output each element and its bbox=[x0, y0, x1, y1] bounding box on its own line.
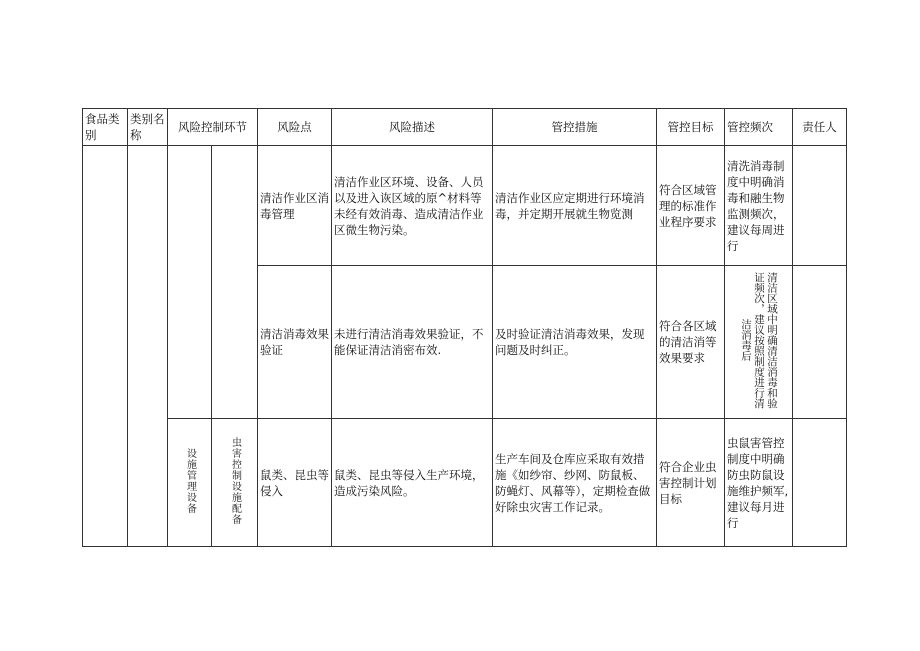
control-frequency-vertical-text: 清洁区域中明确清洁消毒和验证频次，建议按照制度进行清洁消毒后 bbox=[740, 271, 778, 409]
risk-link-cell bbox=[168, 419, 212, 547]
control-frequency-cell: 虫鼠害管控制度中明确防虫防鼠设施维护频军,建议每月进行 bbox=[725, 419, 793, 547]
header-row bbox=[83, 109, 847, 146]
control-frequency-cell: 清洗消毒制度中明确消毒和融生物监测频次，建议每周进行 bbox=[725, 146, 793, 266]
header-risk-point: 风险点 bbox=[258, 109, 332, 146]
header-responsible-person: 责任人 bbox=[793, 109, 847, 146]
responsible-person-cell bbox=[793, 146, 847, 266]
table-row bbox=[83, 419, 847, 547]
control-goal-cell: 符合各区域的清洁消等效果要求 bbox=[657, 266, 725, 419]
header-control-measures: 管控措施 bbox=[493, 109, 657, 146]
responsible-person-cell bbox=[793, 419, 847, 547]
header-control-frequency: 管控频次 bbox=[725, 109, 793, 146]
category-name-cell bbox=[128, 146, 168, 547]
risk-description-cell: 鼠类、昆虫等侵入生产环境，造成污染风险。 bbox=[332, 419, 493, 547]
risk-point-cell: 鼠类、昆虫等侵入 bbox=[258, 419, 332, 547]
risk-link-subcell bbox=[212, 146, 258, 419]
risk-link-cell bbox=[168, 146, 212, 419]
control-measures-cell: 清洁作业区应定期进行环境消毒，并定期开展就生物览测 bbox=[493, 146, 657, 266]
risk-link-vertical-text: 设施管理设备 bbox=[184, 447, 196, 514]
risk-link-subcell bbox=[212, 419, 258, 547]
header-risk-description: 风险描述 bbox=[332, 109, 493, 146]
header-food-category: 食品类别 bbox=[83, 109, 128, 146]
food-category-cell bbox=[83, 146, 128, 547]
responsible-person-cell bbox=[793, 266, 847, 419]
table-row bbox=[83, 146, 847, 266]
header-control-goal: 管控目标 bbox=[657, 109, 725, 146]
control-frequency-cell bbox=[725, 266, 793, 419]
control-measures-cell: 生产车间及仓库应采取有效措施《如纱帘、纱网、防鼠板、防蝇灯、风幕等），定期检查做好除虫灾害工作记录。 bbox=[493, 419, 657, 547]
risk-point-cell: 清洁消毒效果验证 bbox=[258, 266, 332, 419]
risk-description-cell: 未进行清洁消毒效果验证，不能保证清洁消密布效. bbox=[332, 266, 493, 419]
control-goal-cell: 符合区域管理的标准作业程序要求 bbox=[657, 146, 725, 266]
control-measures-cell: 及时验证清洁消毒效果，发现问题及时纠正。 bbox=[493, 266, 657, 419]
risk-control-table bbox=[82, 108, 847, 547]
risk-point-cell: 清洁作业区消毒管理 bbox=[258, 146, 332, 266]
header-risk-control-link: 风险控制环节 bbox=[168, 109, 258, 146]
control-goal-cell: 符合企业虫害控制计划目标 bbox=[657, 419, 725, 547]
risk-description-cell: 清洁作业区环境、设备、人员以及进入诙区域的原^材料等未经有效消毒、造成清洁作业区微生物污染。 bbox=[332, 146, 493, 266]
header-category-name: 类别名称 bbox=[128, 109, 168, 146]
risk-link-sub-vertical-text: 虫害控制设施配备 bbox=[229, 436, 241, 525]
